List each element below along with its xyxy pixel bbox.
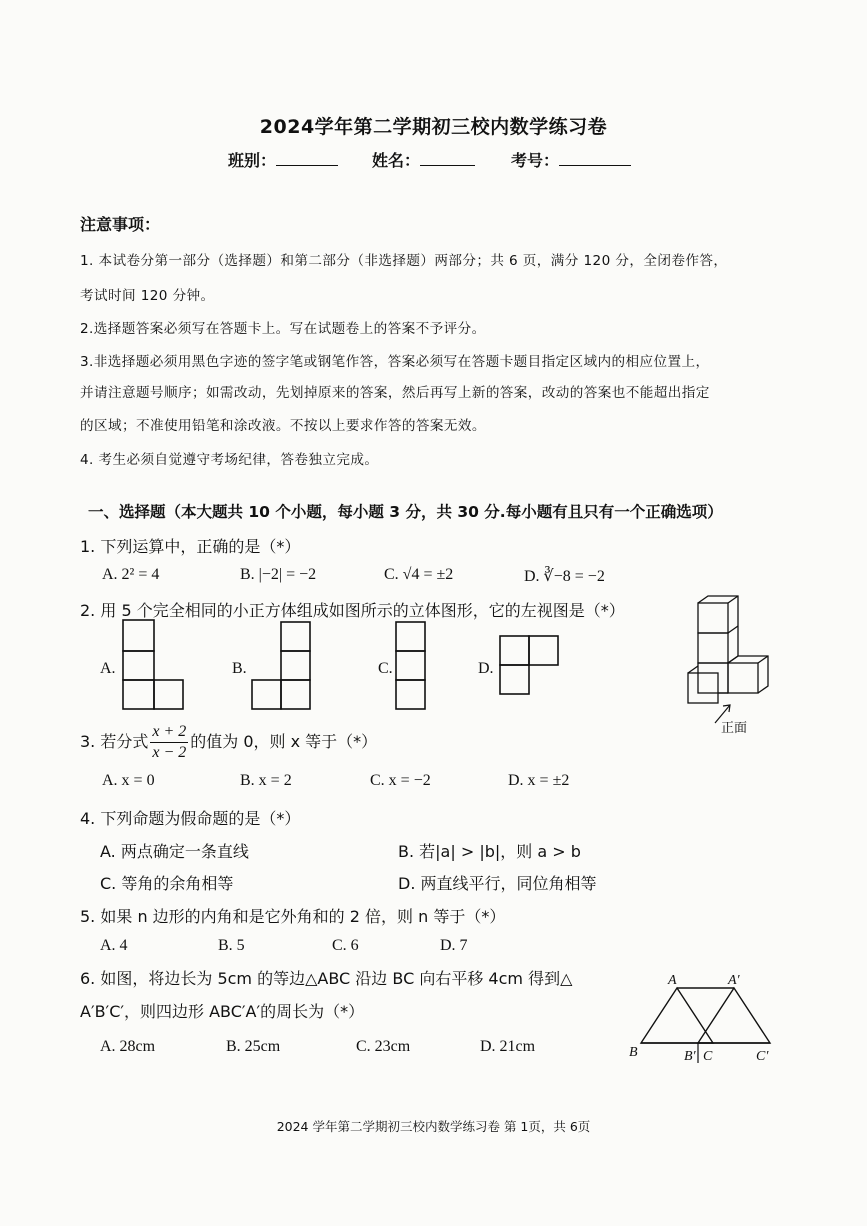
q5-option-b[interactable]: B. 5 (218, 937, 245, 954)
q4-option-b[interactable]: B. 若|a| > |b|，则 a > b (398, 842, 581, 861)
q1-option-d[interactable]: D. ∛−8 = −2 (524, 568, 605, 585)
label-a-prime: A′ (728, 973, 740, 988)
q2-option-d[interactable]: D. (478, 660, 494, 677)
name-label: 姓名： (372, 151, 421, 170)
notice-line: 2.选择题答案必须写在答题卡上。写在试题卷上的答案不予评分。 (80, 321, 486, 337)
q2-stem: 2. 用 5 个完全相同的小正方体组成如图所示的立体图形，它的左视图是（*） (80, 601, 625, 620)
q4-stem: 4. 下列命题为假命题的是（*） (80, 809, 301, 828)
q5-stem: 5. 如果 n 边形的内角和是它外角和的 2 倍，则 n 等于（*） (80, 907, 506, 926)
q5-option-a[interactable]: A. 4 (100, 937, 128, 954)
q6-option-b[interactable]: B. 25cm (226, 1038, 281, 1055)
label-c-prime: C′ (756, 1049, 769, 1064)
class-label: 班别： (228, 151, 277, 170)
q3-option-b[interactable]: B. x = 2 (240, 772, 292, 789)
q3-option-a[interactable]: A. x = 0 (102, 772, 155, 789)
id-label: 考号： (511, 151, 560, 170)
notice-line: 1. 本试卷分第一部分（选择题）和第二部分（非选择题）两部分；共 6 页，满分 120 分，全闭卷作答， (80, 253, 728, 269)
notice-line: 的区域；不准使用铅笔和涂改液。不按以上要求作答的答案无效。 (80, 418, 486, 434)
q5-option-c[interactable]: C. 6 (332, 937, 359, 954)
q6-stem-line1: 6. 如图，将边长为 5cm 的等边△ABC 沿边 BC 向右平移 4cm 得到△ (80, 969, 573, 988)
q1-option-b[interactable]: B. |−2| = −2 (240, 566, 317, 583)
label-b: B (629, 1045, 638, 1060)
q6-option-a[interactable]: A. 28cm (100, 1038, 156, 1055)
q6-option-c[interactable]: C. 23cm (356, 1038, 411, 1055)
q6-stem-line2: A′B′C′，则四边形 ABC′A′的周长为（*） (80, 1002, 365, 1021)
triangle-abc (641, 988, 713, 1043)
page-title: 2024学年第二学期初三校内数学练习卷 (259, 116, 608, 138)
notice-title: 注意事项： (80, 215, 161, 234)
label-c: C (703, 1049, 713, 1064)
q2-option-a[interactable]: A. (100, 660, 116, 677)
label-b-prime: B′ (684, 1049, 696, 1064)
q4-option-a[interactable]: A. 两点确定一条直线 (100, 842, 249, 861)
q3-stem-post: 的值为 0，则 x 等于（*） (190, 732, 378, 751)
q3-stem-pre: 3. 若分式 (80, 732, 149, 751)
page-footer: 2024 学年第二学期初三校内数学练习卷 第 1页，共 6页 (276, 1119, 591, 1134)
q1-option-a[interactable]: A. 2² = 4 (102, 566, 160, 583)
q4-option-c[interactable]: C. 等角的余角相等 (100, 874, 234, 893)
notice-line: 并请注意题号顺序；如需改动，先划掉原来的答案，然后再写上新的答案，改动的答案也不能超出指定 (80, 385, 710, 401)
notice-line: 4. 考生必须自觉遵守考场纪律，答卷独立完成。 (80, 452, 379, 468)
q3-option-d[interactable]: D. x = ±2 (508, 772, 570, 789)
label-a: A (668, 973, 677, 988)
q1-stem: 1. 下列运算中，正确的是（*） (80, 537, 301, 556)
section-heading: 一、选择题（本大题共 10 个小题，每小题 3 分，共 30 分.每小题有且只有一个正确选项） (88, 503, 723, 521)
q6-option-d[interactable]: D. 21cm (480, 1038, 536, 1055)
notice-line: 考试时间 120 分钟。 (80, 288, 215, 304)
q3-option-c[interactable]: C. x = −2 (370, 772, 431, 789)
q2-option-c[interactable]: C. (378, 660, 393, 677)
triangle-a1b1c1 (698, 988, 770, 1043)
q4-option-d[interactable]: D. 两直线平行，同位角相等 (398, 874, 597, 893)
q5-option-d[interactable]: D. 7 (440, 937, 468, 954)
q3-denominator: x − 2 (152, 744, 187, 761)
q1-option-c[interactable]: C. √4 = ±2 (384, 566, 454, 583)
q3-numerator: x + 2 (150, 722, 188, 743)
front-label: 正面 (721, 721, 748, 736)
notice-line: 3.非选择题必须用黑色字迹的签字笔或钢笔作答，答案必须写在答题卡题目指定区域内的相应位置上， (80, 354, 710, 370)
q2-option-b[interactable]: B. (232, 660, 247, 677)
